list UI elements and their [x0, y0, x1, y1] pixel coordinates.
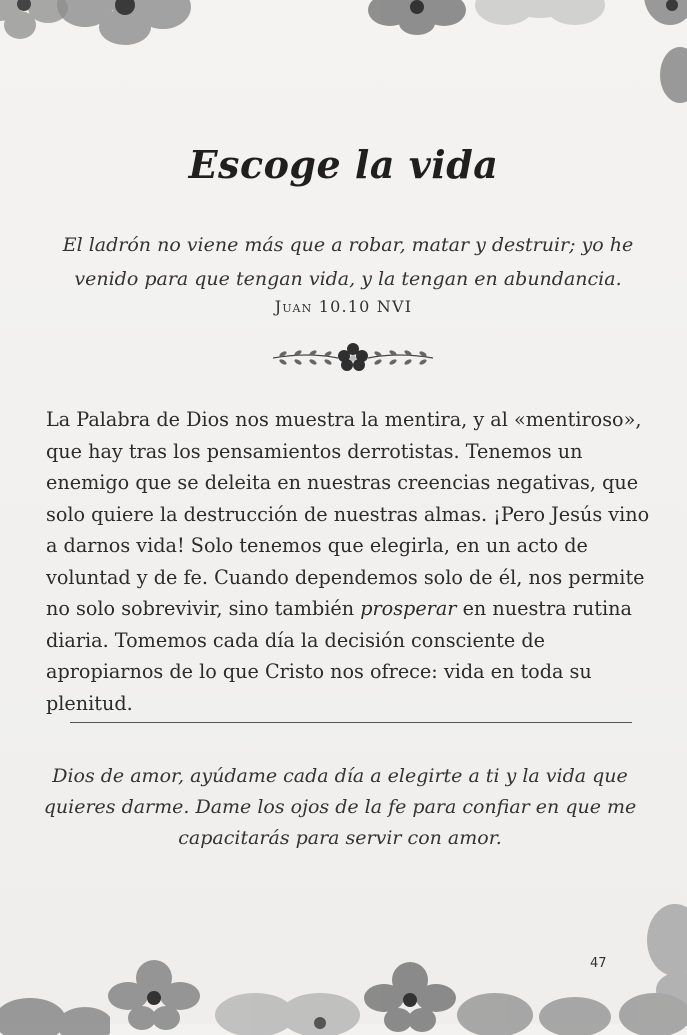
- body-text-part1: La Palabra de Dios nos muestra la mentira, y al «mentiroso», que hay tras los pensamientos derrotistas. Tenemos un enemigo que se deleita en nuestras creencias negativas, que solo quiere la destrucción de nuestras almas. ¡Pero Jesús vino a darnos vida! Solo tenemos que elegirla, en un acto de voluntad y de fe. Cuando dependemos solo de él, nos permite no solo sobrevivir, sino también: [46, 408, 650, 620]
- body-paragraph: [46, 404, 660, 719]
- flower-icon: [470, 0, 610, 40]
- body-text-part2: en nuestra rutina diaria. Tomemos cada día la decisión consciente de apropiarnos de lo que Cristo nos ofrece: vida en toda su plenitud.: [46, 597, 632, 715]
- body-emphasis: prosperar: [360, 597, 457, 620]
- flower-icon: [362, 0, 472, 35]
- devotional-body: [46, 404, 660, 719]
- flower-icon: [0, 985, 110, 1035]
- prayer-text: Dios de amor, ayúdame cada día a elegirte a ti y la vida que quieres darme. Dame los ojos de la fe para confiar en que me capacitarás para servir con amor.: [43, 765, 637, 849]
- section-divider: [70, 722, 632, 723]
- flower-icon: [625, 900, 687, 1010]
- page-title: Escoge la vida: [188, 142, 499, 187]
- flower-icon: [360, 962, 460, 1032]
- flower-icon: [104, 960, 204, 1030]
- scripture-verse: El ladrón no viene más que a robar, matar y destruir; yo he venido para que tengan vida, y la tengan en abundancia.: [62, 234, 634, 290]
- flower-icon: [55, 0, 195, 50]
- page-number: 47: [590, 956, 607, 971]
- flower-icon: [205, 985, 365, 1035]
- scripture-reference: Juan 10.10 NVI: [274, 297, 413, 316]
- flower-icon: [610, 0, 687, 105]
- floral-divider-icon: [268, 338, 438, 378]
